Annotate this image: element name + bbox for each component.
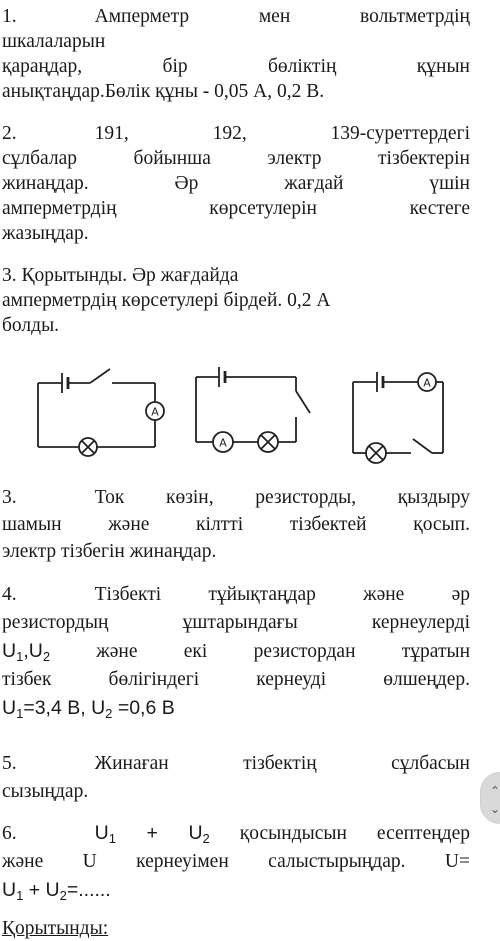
item-3a-line-2: амперметрдің көрсетулері бірдей. 0,2 А (2, 290, 331, 311)
item-6-line-2: және U кернеуімен салыстырыңдар. U= (2, 851, 470, 872)
item-4-line-3: $U_1,U_2$ және екі резистордан тұратын (2, 640, 470, 664)
item-2-line-5: жазыңдар. (2, 223, 89, 244)
item-4 (2, 581, 470, 723)
item-3a-line-1: 3. Қорытынды. Әр жағдайда (2, 265, 239, 286)
switch-open (413, 439, 432, 453)
item-2-line-2: сұлбалар бойынша электр тізбектерін (2, 148, 470, 169)
chevron-down-icon: ⌄ (490, 802, 500, 816)
item-3b (2, 484, 470, 565)
circuit-diagrams (0, 355, 480, 475)
ammeter-label-3: A (423, 376, 431, 390)
item-4-line-1: 4. Тізбекті тұйықтаңдар және әр (2, 584, 470, 605)
switch-open (296, 391, 310, 413)
item-5-line-2: сызыңдар. (2, 781, 89, 802)
chevron-up-icon: ⌃ (490, 784, 500, 798)
item-5 (2, 750, 470, 806)
item-3b-line-3: электр тізбегін жинаңдар. (2, 541, 217, 562)
item-1-line-2: шкалаларын (2, 31, 106, 52)
ammeter-label-1: A (151, 405, 159, 419)
ammeter-label-2: A (219, 436, 227, 450)
item-3b-line-1: 3. Ток көзін, резисторды, қыздыру (2, 487, 470, 508)
item-3-conclusion (2, 263, 470, 338)
item-1 (2, 4, 470, 104)
item-2-line-1: 2. 191, 192, 139-суреттердегі (2, 123, 470, 144)
switch-open (90, 369, 110, 383)
item-3a-line-3: болды. (2, 315, 60, 336)
item-1-line-3: қараңдар, бір бөліктің құнын (2, 56, 470, 77)
item-2-line-3: жинаңдар. Әр жағдай үшін (2, 173, 470, 194)
item-6 (2, 819, 470, 905)
item-2-line-4: амперметрдің көрсетулерін кестеге (2, 198, 470, 219)
item-1-line-1: 1. Амперметр мен вольтметрдің (2, 6, 470, 27)
item-4-line-2: резистордың ұштарындағы кернеулерді (2, 612, 470, 633)
item-4-line-5: $U_1=3,4$ В, $U_2 =0,6$ В (2, 697, 175, 721)
item-2 (2, 121, 470, 246)
item-6-line-1: 6. $U_1 + U_2$ қосындысын есептеңдер (2, 822, 470, 846)
circuit-2 (196, 367, 310, 452)
item-6-line-3: $U_1 + U_2=$...... (2, 879, 111, 903)
scroll-handle[interactable] (480, 772, 500, 824)
item-5-line-1: 5. Жинаған тізбектің сұлбасын (2, 753, 470, 774)
item-1-line-4: анықтаңдар.Бөлік құны - 0,05 А, 0,2 В. (2, 81, 325, 102)
circuit-1 (38, 369, 164, 456)
conclusion-heading: Қорытынды: (2, 918, 109, 939)
item-4-line-4: тізбек бөлігіндегі кернеуді өлшеңдер. (2, 669, 470, 690)
item-3b-line-2: шамын және кілтті тізбектей қосып. (2, 514, 470, 535)
